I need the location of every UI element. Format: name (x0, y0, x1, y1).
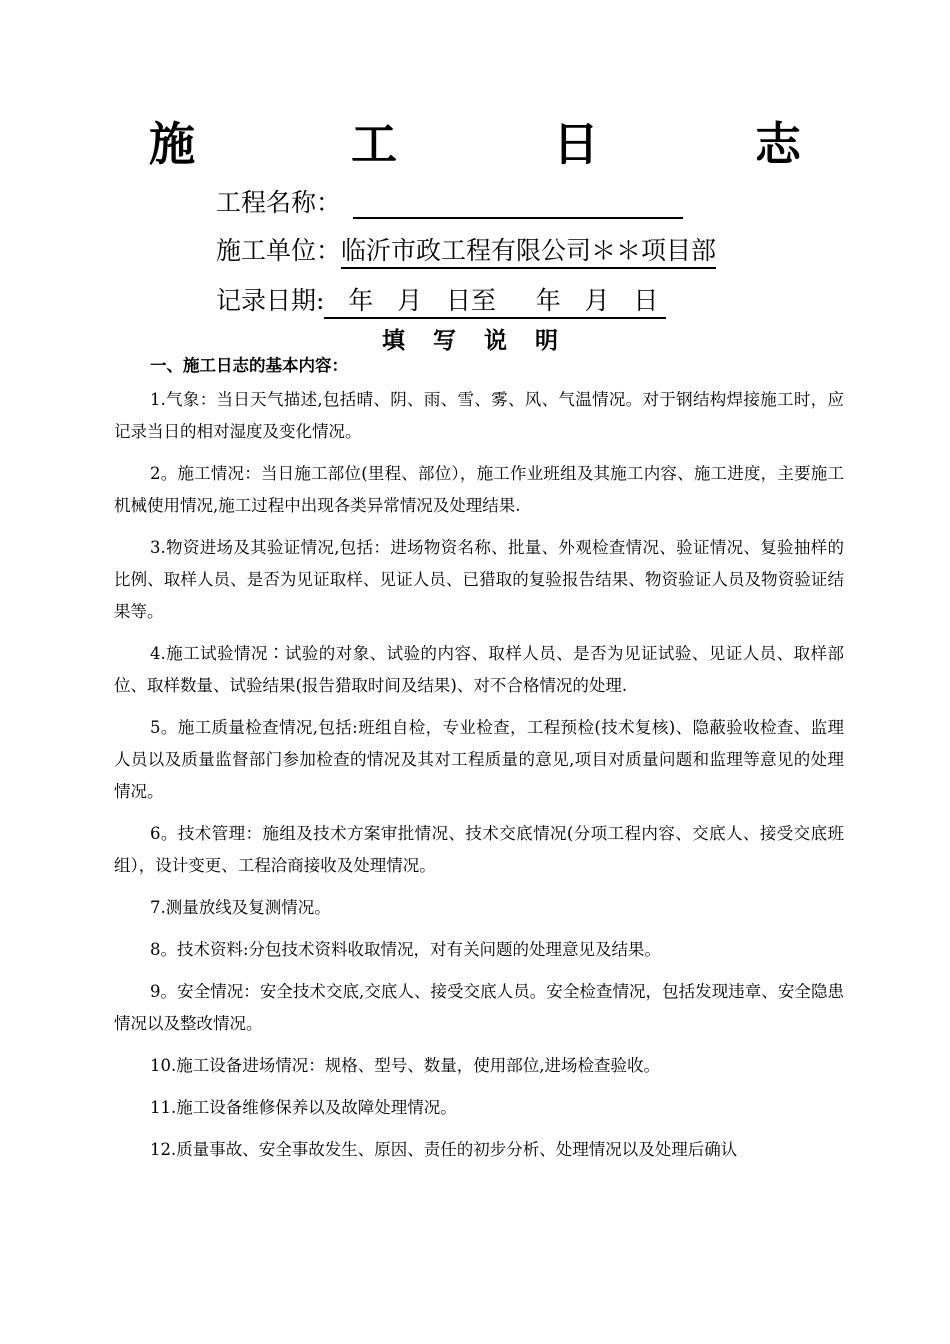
project-name-value (353, 186, 683, 219)
record-date-label: 记录日期: (216, 286, 325, 315)
record-date-field (216, 284, 666, 319)
instruction-item: 4.施工试验情况∶试验的对象、试验的内容、取样人员、是否为见证试验、见证人员、取样部位、取样数量、试验结果(报告猎取时间及结果)、对不合格情况的处理. (114, 644, 844, 695)
document-title: 施 工 日 志 (148, 117, 872, 171)
instruction-item: 5。施工质量检查情况,包括:班组自检，专业检查，工程预检(技术复核)、隐蔽验收检查、监理人员以及质量监督部门参加检查的情况及其对工程质量的意见,项目对质量问题和监理等意见的处理情况。 (114, 718, 844, 801)
section-heading: 一、施工日志的基本内容： (150, 356, 348, 375)
instruction-item: 1.气象：当日天气描述,包括晴、阴、雨、雪、雾、风、气温情况。对于钢结构焊接施工时，应记录当日的相对湿度及变化情况。 (114, 390, 844, 441)
instruction-list (114, 384, 844, 1176)
instruction-item: 9。安全情况：安全技术交底,交底人、接受交底人员。安全检查情况，包括发现违章、安全隐患情况以及整改情况。 (114, 982, 844, 1033)
construction-unit-field (216, 234, 716, 269)
instruction-item: 2。施工情况：当日施工部位(里程、部位），施工作业班组及其施工内容、施工进度，主要施工机械使用情况,施工过程中出现各类异常情况及处理结果. (114, 464, 844, 515)
project-name-field (216, 186, 683, 220)
instructions-title: 填 写 说 明 (381, 328, 569, 354)
construction-unit-value: 临沂市政工程有限公司＊＊项目部 (341, 236, 716, 269)
instruction-item: 8。技术资料:分包技术资料收取情况，对有关问题的处理意见及结果。 (150, 940, 662, 959)
instruction-item: 11.施工设备维修保养以及故障处理情况。 (150, 1098, 457, 1117)
construction-unit-label: 施工单位： (216, 236, 342, 265)
instruction-item: 10.施工设备进场情况：规格、型号、数量，使用部位,进场检查验收。 (150, 1056, 660, 1075)
instruction-item: 6。技术管理：施组及技术方案审批情况、技术交底情况(分项工程内容、交底人、接受交底班组），设计变更、工程洽商接收及处理情况。 (114, 824, 844, 875)
instruction-item: 3.物资进场及其验证情况,包括：进场物资名称、批量、外观检查情况、验证情况、复验抽样的比例、取样人员、是否为见证取样、见证人员、已猎取的复验报告结果、物资验证人员及物资验证结果等。 (114, 538, 844, 621)
record-date-value: 年 月 日至 年 月 日 (324, 286, 666, 319)
project-name-label: 工程名称： (216, 188, 342, 217)
instruction-item: 12.质量事故、安全事故发生、原因、责任的初步分析、处理情况以及处理后确认 (150, 1140, 738, 1159)
instruction-item: 7.测量放线及复测情况。 (150, 898, 331, 917)
